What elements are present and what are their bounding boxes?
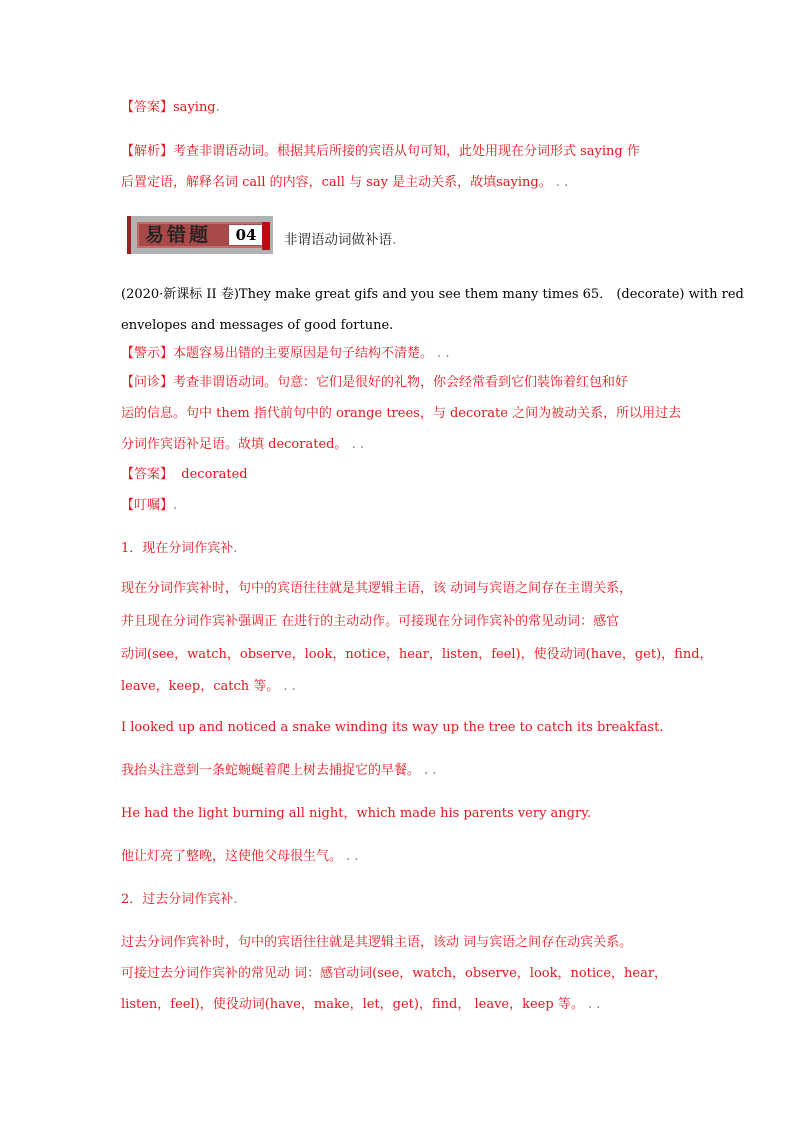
section2-para-line-2: 可接过去分词作宾补的常见动 词：感官动词(see，watch，observe，look，notice，hear， [121,966,668,981]
example2-english [121,805,591,823]
diagnosis-line-2: 运的信息。句中 them 指代前句中的 orange trees，与 decorate 之间为被动关系，所以用过去 [121,406,682,421]
error-prone-banner [127,216,273,254]
section1-para-line-3: 动词(see，watch，observe，look，notice，hear，listen，feel)，使役动词(have，get)，find， [121,647,713,662]
analysis-line-2: 后置定语，解释名词 call 的内容，call 与 say 是主动关系，故填saying。 . . [121,175,569,190]
banner-label-box [137,222,263,248]
section2-heading: 2．过去分词作宾补. [121,892,238,907]
section1-heading-text: 1．现在分词作宾补 [121,541,234,556]
diagnosis-text: 分词作宾语补足语。故填 decorated。 [121,437,348,452]
banner-subtitle: 非谓语动词做补语. [284,232,397,248]
reminder-line: 【叮嘱】. [121,498,178,513]
question-line-2 [121,317,393,335]
question-line-1: (2020·新课标 II 卷)They make great gifs and you see them many times 65． (decorate) with red [121,287,744,302]
warning-text: 【警示】本题容易出错的主要原因是句子结构不清楚。 [121,346,434,361]
answer2-value: decorated [181,467,248,482]
analysis-line-1: 【解析】考查非谓语动词。根据其后所接的宾语从句可知，此处用现在分词形式 saying 作 [121,144,640,159]
diagnosis-line-1: 【问诊】考查非谓语动词。句意：它们是很好的礼物，你会经常看到它们装饰着红包和好 [121,375,629,390]
answer2-label: 【答案】 [121,467,174,482]
example1-en-text: I looked up and noticed a snake winding its way up the tree to catch its breakfast. [121,720,664,735]
question-text: envelopes and messages of good fortune. [121,318,394,333]
diagnosis-line-3: 分词作宾语补足语。故填 decorated。 . . [121,437,364,452]
banner-accent-bar [262,222,270,250]
warning-line: 【警示】本题容易出错的主要原因是句子结构不清楚。 . . [121,346,450,361]
section1-para-text: leave，keep，catch 等。 [121,679,280,694]
reminder-text: 【叮嘱】 [121,498,174,513]
example2-cn-text: 他让灯亮了整晚，这使他父母很生气。 [121,849,343,864]
section2-heading-text: 2．过去分词作宾补 [121,892,234,907]
example1-cn-text: 我抬头注意到一条蛇蜿蜒着爬上树去捕捉它的早餐。 [121,763,421,778]
example2-en-text: He had the light burning all night，which made his parents very angry. [121,806,591,821]
section1-para-line-4: leave，keep，catch 等。 . . [121,679,296,694]
banner-number: 04 [229,225,263,245]
answer-line-1: 【答案】saying. [121,100,220,115]
example1-chinese: 我抬头注意到一条蛇蜿蜒着爬上树去捕捉它的早餐。 . . [121,763,437,778]
section2-para-text: listen，feel)，使役动词(have，make，let，get)，find， leave，keep 等。 [121,997,584,1012]
answer-line-2 [121,466,248,484]
answer-label: 【答案】 [121,100,174,115]
banner-title: 易错题 [145,224,212,246]
example2-chinese: 他让灯亮了整晚，这使他父母很生气。 . . [121,849,359,864]
section1-para-line-1: 现在分词作宾补时，句中的宾语往往就是其逻辑主语，该 动词与宾语之间存在主谓关系， [121,581,633,596]
answer-value: saying [173,100,216,115]
section1-para-line-2: 并且现在分词作宾补强调正 在进行的主动动作。可接现在分词作宾补的常见动词：感官 [121,614,620,629]
example1-english [121,719,663,737]
section2-para-line-1: 过去分词作宾补时，句中的宾语往往就是其逻辑主语，该动 词与宾语之间存在动宾关系。 [121,935,633,950]
section1-heading: 1．现在分词作宾补. [121,541,238,556]
analysis-text: 后置定语，解释名词 call 的内容，call 与 say 是主动关系，故填saying。 [121,175,552,190]
section2-para-line-3: listen，feel)，使役动词(have，make，let，get)，find， leave，keep 等。 . . [121,997,601,1012]
